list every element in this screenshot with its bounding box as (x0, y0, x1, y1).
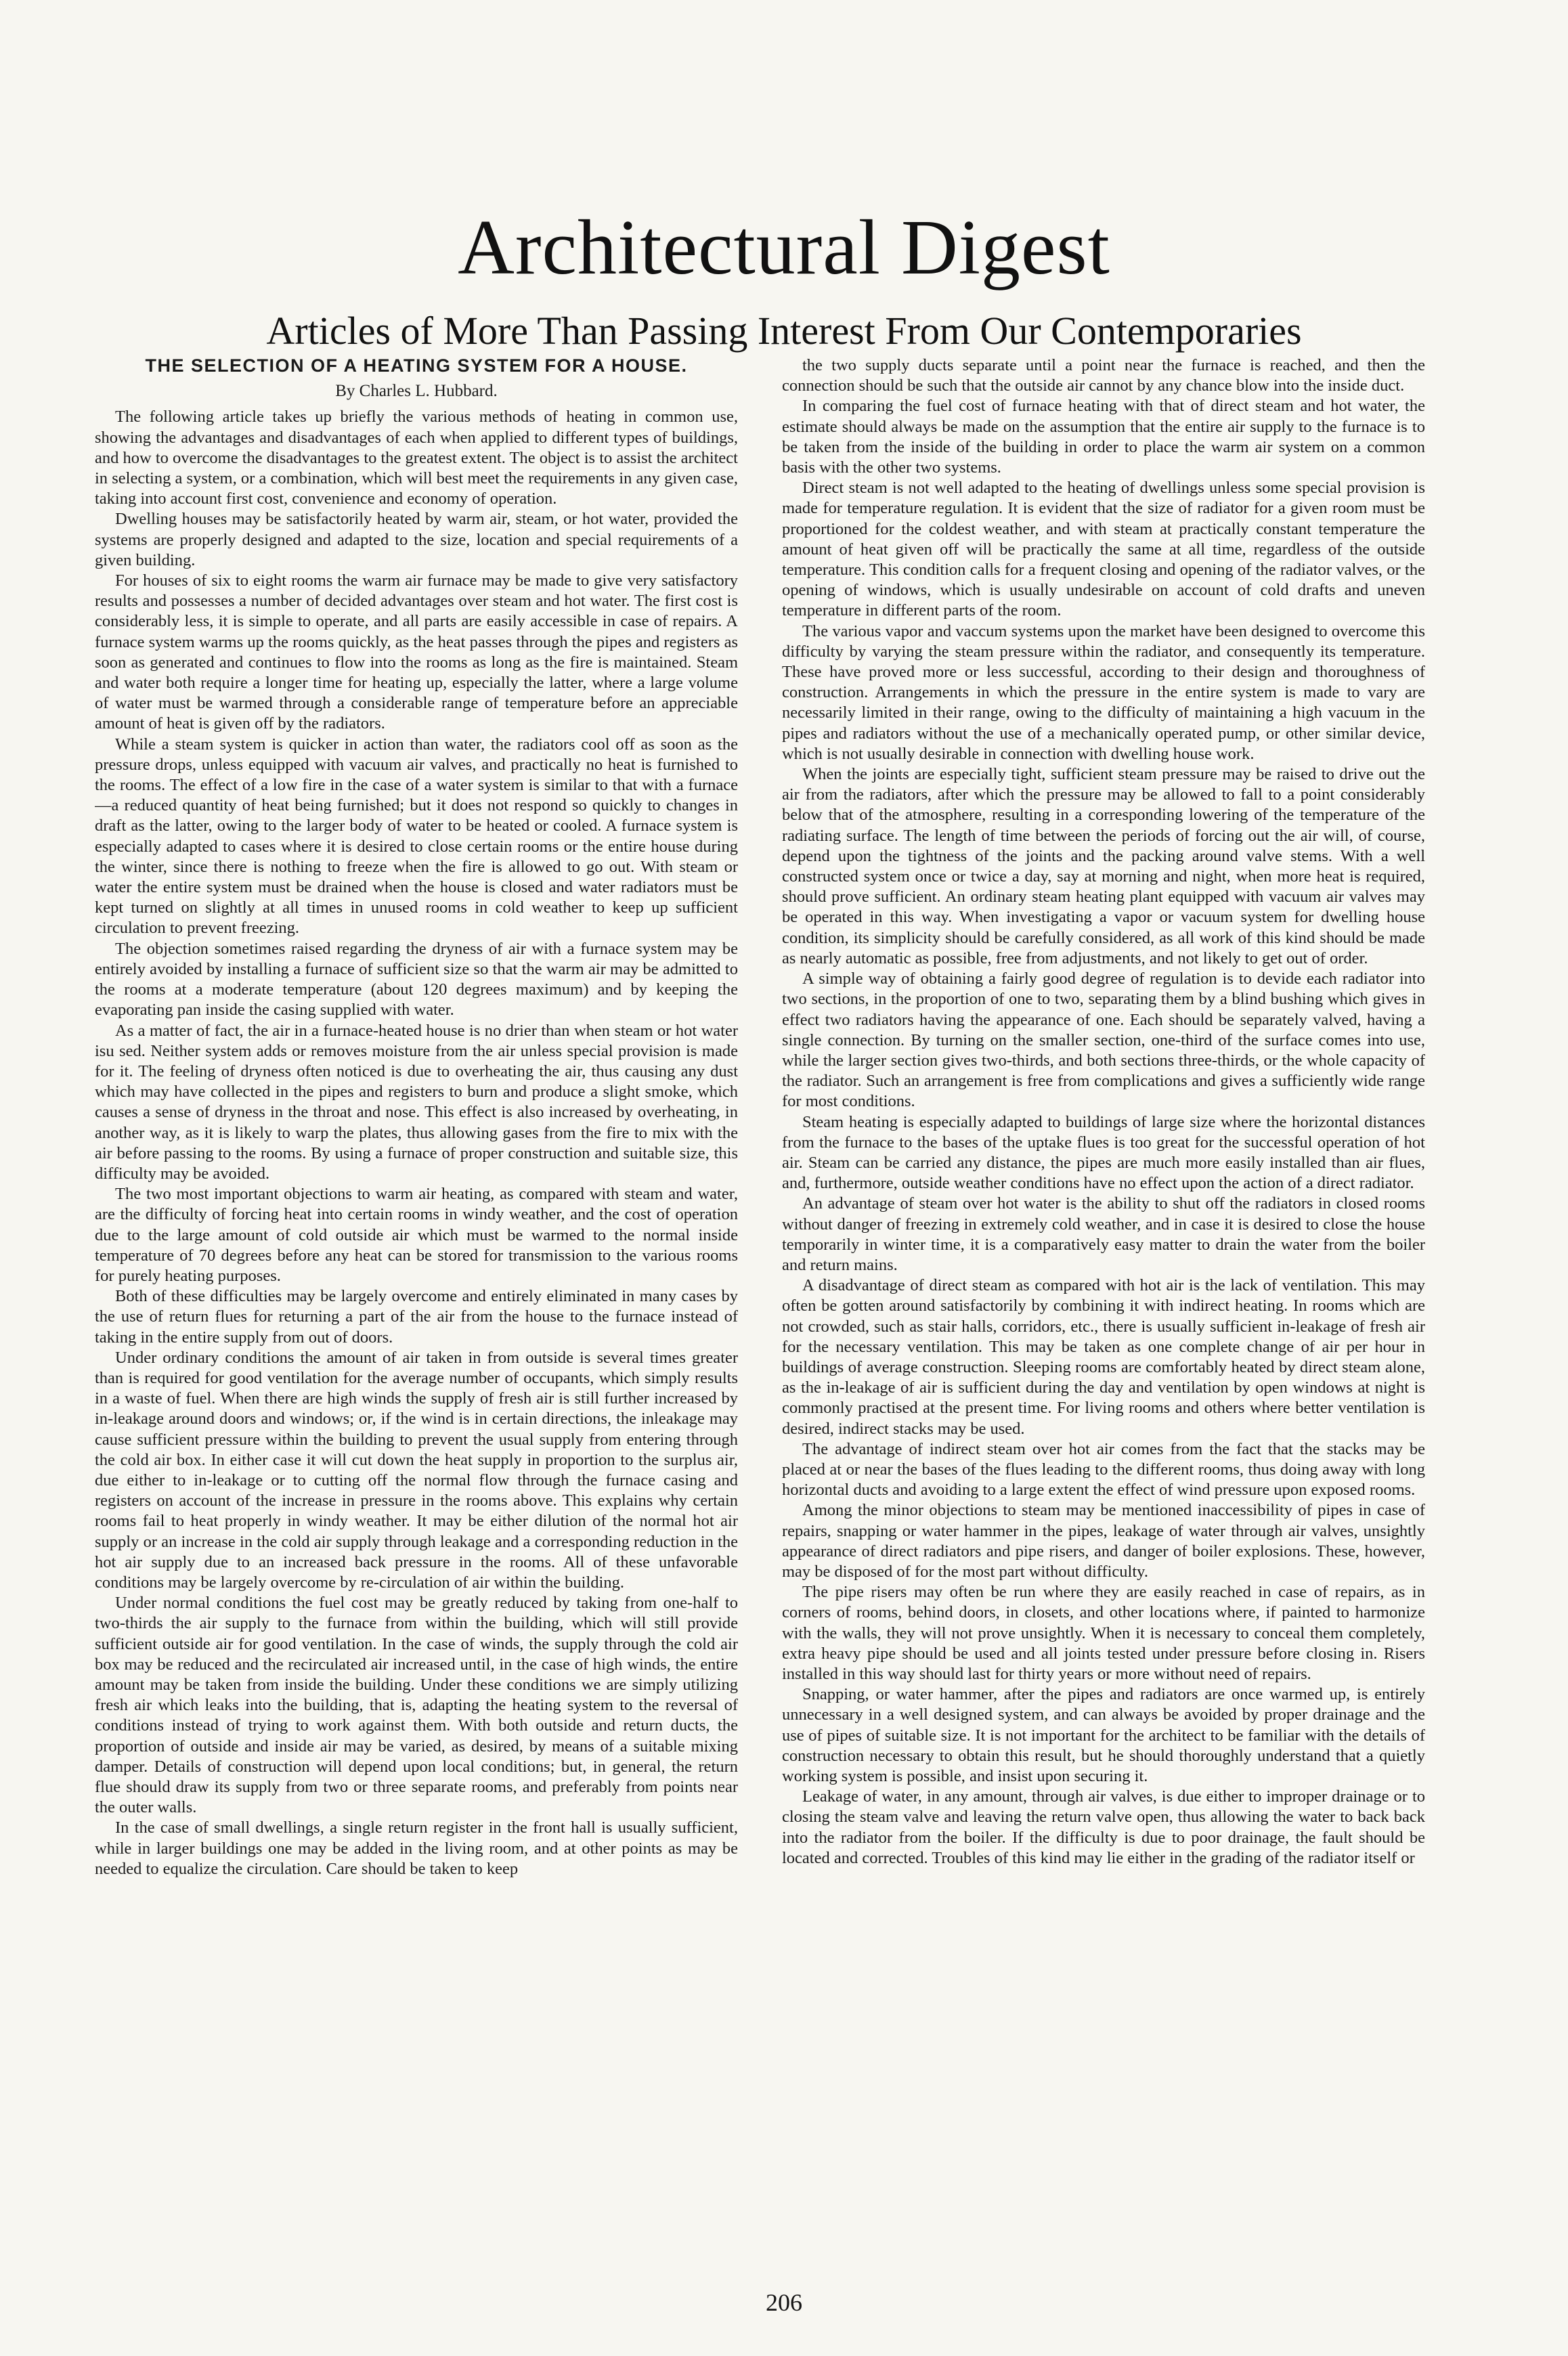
right-column (782, 355, 1425, 2197)
body-paragraph: Leakage of water, in any amount, through air valves, is due either to improper drainage or to closing the steam valve and leaving the return valve open, thus allowing the water to back back into the radiator from the boiler. If the difficulty is due to poor drainage, the fault should be located and corrected. Troubles of this kind may lie either in the grading of the radiator itself or (782, 1787, 1425, 1867)
body-paragraph: In the case of small dwellings, a single return register in the front hall is usually sufficient, while in larger buildings one may be added in the living room, and at other points as may be needed to equalize the circulation. Care should be taken to keep (95, 1818, 738, 1878)
body-paragraph: The advantage of indirect steam over hot air comes from the fact that the stacks may be placed at or near the bases of the flues leading to the different rooms, thus doing away with long horizontal ducts and avoiding to a large extent the effect of wind pressure upon exposed rooms. (782, 1439, 1425, 1500)
body-paragraph: A simple way of obtaining a fairly good degree of regulation is to devide each radiator into two sections, in the proportion of one to two, separating them by a blind bushing which gives in effect two radiators having the appearance of one. Each should be separately valved, having a single connection. By turning on the smaller section, one-third of the surface comes into use, while the larger section gives two-thirds, and both sections three-thirds, or the whole capacity of the radiator. Such an arrangement is free from complications and gives a sufficiently wide range for most conditions. (782, 969, 1425, 1111)
body-paragraph: As a matter of fact, the air in a furnace-heated house is no drier than when steam or hot water isu sed. Neither system adds or removes moisture from the air unless special provision is made for it. The feeling of dryness often noticed is due to overheating the air, thus causing any dust which may have collected in the pipes and registers to burn and produce a slight smoke, which causes a sense of dryness in the throat and nose. This effect is also increased by overheating, in another way, as it is likely to warp the plates, thus allowing gases from the fire to mix with the air before passing to the rooms. By using a furnace of proper construction and suitable size, this difficulty may be avoided. (95, 1021, 738, 1183)
body-paragraph: For houses of six to eight rooms the warm air furnace may be made to give very satisfactory results and possesses a number of decided advantages over steam and hot water. The first cost is considerably less, it is simple to operate, and all parts are easily accessible in case of repairs. A furnace system warms up the rooms quickly, as the heat passes through the pipes and registers as soon as generated and continues to flow into the rooms as long as the fire is maintained. Steam and water both require a longer time for heating up, especially the latter, where a large volume of water must be warmed through a considerable range of temperature before an appreciable amount of heat is given off by the radiators. (95, 571, 738, 733)
body-paragraph: Steam heating is especially adapted to buildings of large size where the horizontal distances from the furnace to the bases of the uptake flues is too great for the successful operation of hot air. Steam can be carried any distance, the pipes are much more easily installed than air flues, and, furthermore, outside weather conditions have no effect upon the action of a direct radiator. (782, 1112, 1425, 1193)
publication-subtitle: Articles of More Than Passing Interest From Our Contemporaries (266, 309, 1302, 353)
body-paragraph: Snapping, or water hammer, after the pipes and radiators are once warmed up, is entirely unnecessary in a well designed system, and can always be avoided by proper drainage and the use of pipes of suitable size. It is not important for the architect to be familiar with the details of construction necessary to obtain this result, but he should thoroughly understand that a quietly working system is possible, and insist upon securing it. (782, 1685, 1425, 1786)
body-paragraph: Direct steam is not well adapted to the heating of dwellings unless some special provision is made for temperature regulation. It is evident that the size of radiator for a given room must be proportioned for the coldest weather, and with steam at practically constant temperature the amount of heat given off will be practically the same at all time, regardless of the outside temperature. This condition calls for a frequent closing and opening of the radiator valves, or the opening of windows, which is usually undesirable on account of cold drafts and uneven temperature in different parts of the room. (782, 479, 1425, 620)
article-byline: By Charles L. Hubbard. (335, 382, 498, 401)
body-paragraph: The various vapor and vaccum systems upon the market have been designed to overcome this difficulty by varying the steam pressure within the radiator, and consequently its temperature. These have proved more or less successful, according to their design and thoroughness of construction. Arrangements in which the pressure in the entire system is made to vary are necessarily limited in their range, owing to the difficulty of maintaining a high vacuum in the pipes and radiators without the use of a mechanically operated pump, or other similar device, which is not usually desirable in connection with dwelling house work. (782, 621, 1425, 763)
masthead (0, 203, 1568, 353)
body-paragraph: Under ordinary conditions the amount of air taken in from outside is several times greater than is required for good ventilation for the average number of occupants, which simply results in a waste of fuel. When there are high winds the supply of fresh air is still further increased by in-leakage around doors and windows; or, if the wind is in certain directions, the inleakage may cause sufficient pressure within the building to prevent the usual supply from entering through the cold air box. In either case it will cut down the heat supply in proportion to the surplus air, due either to in-leakage or to cutting off the normal flow through the furnace casing and registers on account of the increase in pressure in the rooms above. This explains why certain rooms fail to heat properly in windy weather. It may be either dilution of the normal hot air supply or an increase in the cold air supply through leakage and a corresponding reduction in the hot air supply due to an increased back pressure in the rooms. All of these unfavorable conditions may be largely overcome by re-circulation of air within the building. (95, 1348, 738, 1592)
body-paragraph: Dwelling houses may be satisfactorily heated by warm air, steam, or hot water, provided the systems are properly designed and adapted to the size, location and special requirements of a given building. (95, 510, 738, 569)
body-paragraph: The objection sometimes raised regarding the dryness of air with a furnace system may be entirely avoided by installing a furnace of sufficient size so that the warm air may be admitted to the rooms at a moderate temperature (about 120 degrees maximum) and by keeping the evaporating pan inside the casing supplied with water. (95, 939, 738, 1020)
right-column-body (782, 355, 1425, 1869)
left-column-body (95, 407, 738, 1879)
body-paragraph: A disadvantage of direct steam as compared with hot air is the lack of ventilation. This may often be gotten around satisfactorily by combining it with indirect heating. In rooms which are not crowded, such as stair halls, corridors, etc., there is usually sufficient in-leakage of fresh air for the necessary ventilation. This may be taken as one complete change of air per hour in buildings of average construction. Sleeping rooms are comfortably heated by direct steam alone, as the in-leakage of air is sufficient during the day and ventilation by open windows at night is commonly practised at the present time. For living rooms and others where better ventilation is desired, indirect stacks may be used. (782, 1276, 1425, 1438)
body-paragraph: While a steam system is quicker in action than water, the radiators cool off as soon as the pressure drops, unless equipped with vacuum air valves, and practically no heat is furnished to the rooms. The effect of a low fire in the case of a water system is similar to that with a furnace—a reduced quantity of heat being furnished; but it does not respond so quickly to changes in draft as the latter, owing to the larger body of water to be heated or cooled. A furnace system is especially adapted to cases where it is desired to close certain rooms or the entire house during the winter, since there is nothing to freeze when the fire is allowed to go out. With steam or water the entire system must be drained when the house is closed and water radiators must be kept turned on slightly at all times in unused rooms in cold weather to keep up sufficient circulation to prevent freezing. (95, 735, 738, 938)
publication-title: Architectural Digest (458, 204, 1110, 291)
body-paragraph: The following article takes up briefly the various methods of heating in common use, showing the advantages and disadvantages of each when applied to different types of buildings, and how to overcome the disadvantages to the greatest extent. The object is to assist the architect in selecting a system, or a combination, which will best meet the requirements in any given case, taking into account first cost, convenience and economy of operation. (95, 408, 738, 508)
article-title: THE SELECTION OF A HEATING SYSTEM FOR A HOUSE. (145, 355, 688, 376)
body-paragraph: When the joints are especially tight, sufficient steam pressure may be raised to drive out the air from the radiators, after which the pressure may be allowed to fall to a point considerably below that of the atmosphere, resulting in a corresponding lowering of the temperature of the radiating surface. The length of time between the periods of forcing out the air will, of course, depend upon the tightness of the joints and the packing around valve stems. With a well constructed system once or twice a day, say at morning and night, when more heat is required, should prove sufficient. An ordinary steam heating plant equipped with vacuum air valves may be operated in this way. When investigating a vapor or vacuum system for dwelling house condition, its simplicity should be carefully considered, as all work of this kind should be made as nearly automatic as possible, free from adjustments, and not likely to get out of order. (782, 765, 1425, 967)
left-column (95, 355, 738, 2197)
body-paragraph: Both of these difficulties may be largely overcome and entirely eliminated in many cases by the use of return flues for returning a part of the air from the house to the furnace instead of taking in the entire supply from out of doors. (95, 1287, 738, 1347)
body-paragraph: The two most important objections to warm air heating, as compared with steam and water, are the difficulty of forcing heat into certain rooms in windy weather, and the cost of operation due to the large amount of cold outside air which must be warmed to the normal inside temperature of 70 degrees before any heat can be stored for transmission to the various rooms for purely heating purposes. (95, 1185, 738, 1285)
body-paragraph: An advantage of steam over hot water is the ability to shut off the radiators in closed rooms without danger of freezing in extremely cold weather, and in case it is desired to close the house temporarily in winter time, it is a comparatively easy matter to drain the water from the boiler and return mains. (782, 1194, 1425, 1274)
page-number: 206 (766, 2289, 802, 2316)
body-paragraph: The pipe risers may often be run where they are easily reached in case of repairs, as in corners of rooms, behind doors, in closets, and other locations where, if painted to harmonize with the walls, they will not prove unsightly. When it is necessary to conceal them completely, extra heavy pipe should be used and all joints tested under pressure before closing in. Risers installed in this way should last for thirty years or more without need of repairs. (782, 1583, 1425, 1683)
body-paragraph: In comparing the fuel cost of furnace heating with that of direct steam and hot water, the estimate should always be made on the assumption that the entire air supply to the furnace is to be taken from the inside of the building in order to place the warm air system on a common basis with the other two systems. (782, 397, 1425, 477)
body-paragraph: Under normal conditions the fuel cost may be greatly reduced by taking from one-half to two-thirds the air supply to the furnace from within the building, which will still provide sufficient outside air for good ventilation. In the case of winds, the supply through the cold air box may be reduced and the recirculated air increased until, in the case of high winds, the entire amount may be taken from inside the building. Under these conditions we are simply utilizing fresh air which leaks into the building, that is, adapting the heating system to the reversal of conditions instead of trying to work against them. With both outside and return ducts, the proportion of outside and inside air may be varied, as desired, by means of a suitable mixing damper. Details of construction will depend upon local conditions; but, in general, the return flue should draw its supply from two or three separate rooms, and preferably from points near the outer walls. (95, 1594, 738, 1817)
body-paragraph: the two supply ducts separate until a point near the furnace is reached, and then the connection should be such that the outside air cannot by any chance blow into the inside duct. (782, 356, 1425, 395)
body-paragraph: Among the minor objections to steam may be mentioned inaccessibility of pipes in case of repairs, snapping or water hammer in the pipes, leakage of water through air valves, unsightly appearance of direct radiators and pipe risers, and danger of boiler explosions. These, however, may be disposed of for the most part without difficulty. (782, 1501, 1425, 1581)
